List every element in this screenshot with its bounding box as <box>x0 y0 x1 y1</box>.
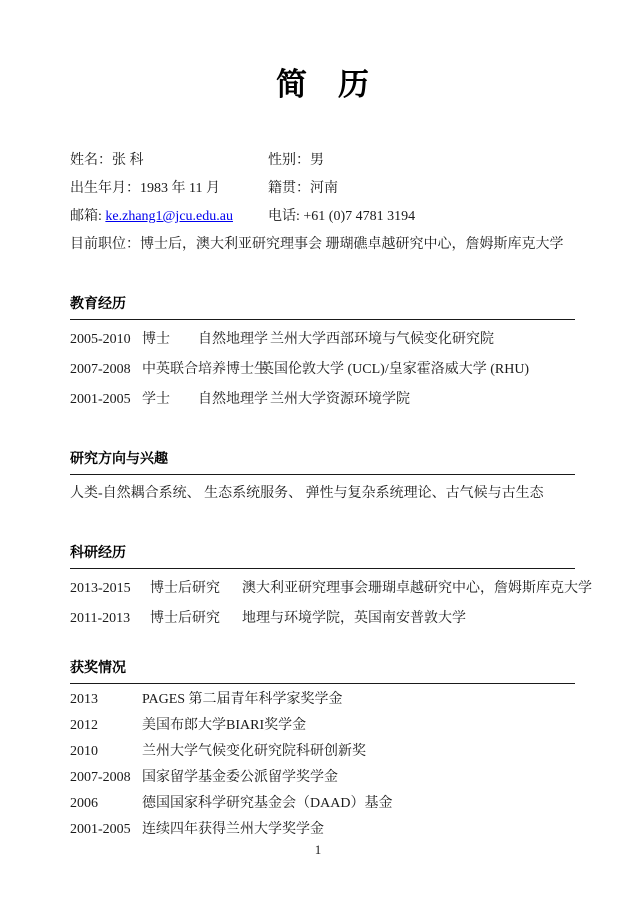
award-year: 2010 <box>70 744 98 759</box>
edu-period: 2005-2010 <box>70 332 131 347</box>
award-title: 美国布郎大学BIARI奖学金 <box>142 718 307 733</box>
edu-degree: 中英联合培养博士生 <box>142 362 268 377</box>
award-year: 2001-2005 <box>70 822 131 837</box>
research-place: 澳大利亚研究理事会珊瑚卓越研究中心，詹姆斯库克大学 <box>242 581 592 596</box>
current-position <box>70 235 575 255</box>
gender-field <box>268 151 575 171</box>
research-place: 地理与环境学院，英国南安普敦大学 <box>242 611 466 626</box>
personal-row-birth-origin <box>70 179 575 199</box>
edu-degree: 博士 <box>142 332 170 347</box>
gender-label: 性别： <box>268 153 310 168</box>
name-label: 姓名： <box>70 153 112 168</box>
research-role: 博士后研究 <box>150 581 220 596</box>
research-role: 博士后研究 <box>150 611 220 626</box>
award-year: 2013 <box>70 692 98 707</box>
personal-info <box>70 151 575 255</box>
award-row <box>70 768 575 788</box>
education-row <box>70 360 575 380</box>
interests-text: 人类-自然耦合系统、 生态系统服务、 弹性与复杂系统理论、古气候与古生态 <box>70 486 544 501</box>
origin-value: 河南 <box>310 181 338 196</box>
edu-institution: 英国伦敦大学 (UCL)/皇家霍洛威大学 (RHU) <box>260 362 530 377</box>
birthdate-label: 出生年月： <box>70 181 140 196</box>
award-row <box>70 820 575 840</box>
education-row <box>70 330 575 350</box>
current-position-label: 目前职位： <box>70 237 140 252</box>
phone-field <box>268 207 575 227</box>
award-year: 2006 <box>70 796 98 811</box>
email-link[interactable]: ke.zhang1@jcu.edu.au <box>105 209 233 224</box>
award-row <box>70 742 575 762</box>
award-row <box>70 716 575 736</box>
name-value: 张 科 <box>112 153 144 168</box>
award-title: 连续四年获得兰州大学奖学金 <box>142 822 324 837</box>
edu-period: 2001-2005 <box>70 392 131 407</box>
research-period: 2013-2015 <box>70 581 131 596</box>
research-period: 2011-2013 <box>70 611 131 626</box>
research-heading: 科研经历 <box>70 544 575 569</box>
edu-institution: 兰州大学资源环境学院 <box>270 392 410 407</box>
award-year: 2007-2008 <box>70 770 131 785</box>
research-row <box>70 609 575 629</box>
interests-heading: 研究方向与兴趣 <box>70 450 575 475</box>
education-heading: 教育经历 <box>70 295 575 320</box>
gender-value: 男 <box>310 153 324 168</box>
section-education <box>70 295 575 410</box>
edu-institution: 兰州大学西部环境与气候变化研究院 <box>270 332 494 347</box>
origin-label: 籍贯： <box>268 181 310 196</box>
email-field <box>70 207 268 227</box>
education-row <box>70 390 575 410</box>
research-row <box>70 579 592 599</box>
phone-label: 电话: <box>268 209 304 224</box>
award-title: 德国国家科学研究基金会（DAAD）基金 <box>142 796 393 811</box>
page-number: 1 <box>314 842 322 857</box>
award-year: 2012 <box>70 718 98 733</box>
birthdate-value: 1983 年 11 月 <box>140 181 220 196</box>
award-row <box>70 794 575 814</box>
edu-degree: 学士 <box>142 392 170 407</box>
award-title: 国家留学基金委公派留学奖学金 <box>142 770 338 785</box>
award-row <box>70 690 575 710</box>
name-field <box>70 151 268 171</box>
award-title: PAGES 第二届青年科学家奖学金 <box>142 692 343 707</box>
page-title: 简 历 <box>276 67 369 102</box>
section-awards <box>70 659 575 840</box>
edu-field: 自然地理学 <box>198 392 268 407</box>
origin-field <box>268 179 575 199</box>
current-position-value: 博士后，澳大利亚研究理事会 珊瑚礁卓越研究中心，詹姆斯库克大学 <box>140 237 564 252</box>
section-interests <box>70 450 575 504</box>
personal-row-name-gender <box>70 151 575 171</box>
personal-row-email-phone <box>70 207 575 227</box>
award-title: 兰州大学气候变化研究院科研创新奖 <box>142 744 366 759</box>
section-research <box>70 544 592 629</box>
edu-period: 2007-2008 <box>70 362 131 377</box>
edu-field: 自然地理学 <box>198 332 268 347</box>
email-label: 邮箱: <box>70 209 106 224</box>
birthdate-field <box>70 179 268 199</box>
phone-value: +61 (0)7 4781 3194 <box>303 209 416 224</box>
awards-heading: 获奖情况 <box>70 659 575 684</box>
